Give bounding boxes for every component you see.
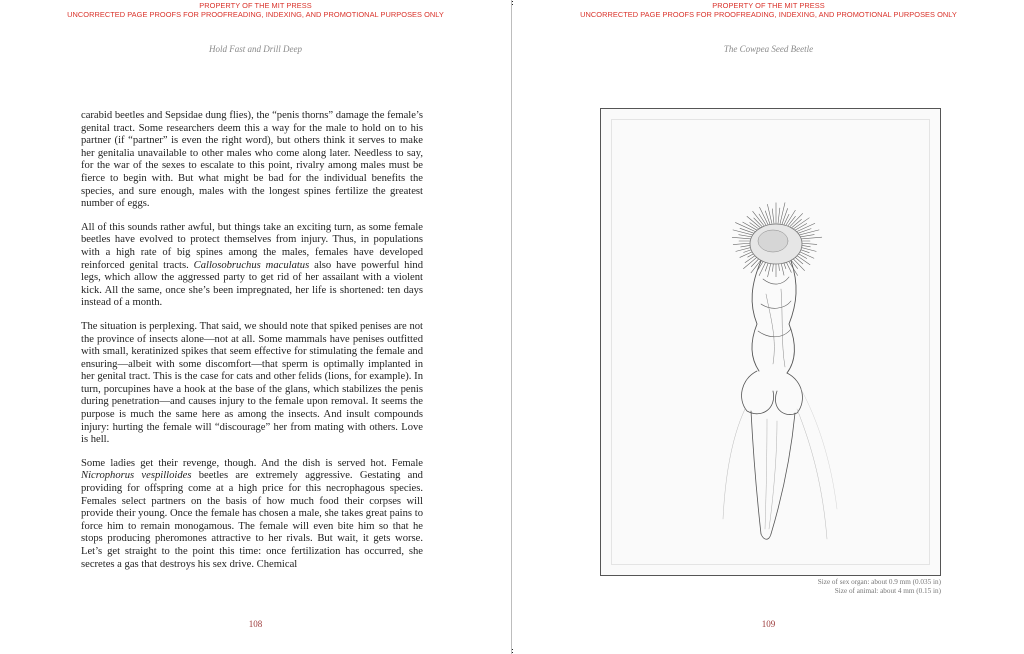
species-name: Callosobruchus maculatus <box>193 259 310 271</box>
paragraph <box>81 458 423 571</box>
running-head: The Cowpea Seed Beetle <box>723 44 814 54</box>
beetle-genitalia-drawing-icon <box>601 109 940 575</box>
paragraph <box>81 110 423 211</box>
proof-notice-line1: PROPERTY OF THE MIT PRESS <box>199 1 312 10</box>
paragraph-text: carabid beetles and Sepsidae dung flies), the “penis thorns” damage the female’s genital tract. Some researchers deem this a way for the male to hold on to his partner (if “partner” is even the right word), but others think it serves to make her genitalia unavailable to other males who come along later. Needless to say, for the war of the sexes to escalate to this point, rivalry among males must be fierce to begin with. But what might be bad for the individual benefits the species, and sure enough, males with the longest spines fertilize the greatest number of eggs. <box>81 110 423 210</box>
proof-notice <box>513 1 1024 19</box>
spine-stroke <box>767 204 772 226</box>
paragraph <box>81 321 423 447</box>
spine-stroke <box>772 209 774 224</box>
proof-notice-line1: PROPERTY OF THE MIT PRESS <box>712 1 825 10</box>
illustration-plate <box>600 108 941 576</box>
proof-notice <box>0 1 511 19</box>
body-text <box>81 110 423 582</box>
running-head: Hold Fast and Drill Deep <box>209 44 302 54</box>
spine-stroke <box>780 203 785 225</box>
caption-line1: Size of sex organ: about 0.9 mm (0.035 in) <box>817 578 941 586</box>
page-number: 109 <box>761 619 776 629</box>
paragraph-text: The situation is perplexing. That said, we should note that spiked penises are not the province of insects alone—not at all. Some mammals have penises outfitted with small, keratinized spikes that seem effective for stimulating the female and ensuring—albeit with some discomfort—that sperm is optimally implanted in her genital tract. This is the case for cats and other felids (lions, for example). In turn, porcupines have a hook at the base of the glans, which stabilizes the penis during penetration—and causes injury to the female upon removal. It seems the purpose is much the same here as among the insects. And insult compounds injury: hurting the female will “discourage” her from mating with others. Love is hell. <box>81 320 423 446</box>
page-number: 108 <box>248 619 263 629</box>
paragraph-text: All of this sounds rather awful, but things take an exciting turn, as some female beetles have evolved to protect themselves from injury. Thus, in populations with a high rate of big spines among the males, females have developed reinforced genital tracts. <box>81 221 423 271</box>
figure-caption <box>700 578 941 596</box>
paragraph-text: beetles are extremely aggressive. Gestating and providing for offspring come at a high price for this necrophagous species. Females select partners on the basis of how much food their corpses will provide their young. Once the female has chosen a male, she takes great pains to force him to remain monogamous. The female will even bite him so that he stops producing pheromones attractive to her rivals. But wait, it gets worse. Let’s get straight to the point this time: once fertilization has occurred, she secretes a gas that destroys his sex drive. Chemical <box>81 470 423 570</box>
gutter-divider <box>511 0 512 654</box>
caption-line2: Size of animal: about 4 mm (0.15 in) <box>834 587 941 595</box>
species-name: Nicrophorus vespilloides <box>81 470 192 482</box>
paragraph-text: also have powerful hind legs, which allow the aggressed party to get rid of her assailant with a violent kick. All the same, once she’s been impregnated, her life is shortened: ten days instead of a month. <box>81 259 423 309</box>
spine-stroke <box>778 208 780 226</box>
left-page <box>0 0 511 654</box>
paragraph-text: Some ladies get their revenge, though. And the dish is served hot. Female <box>81 457 423 469</box>
paragraph <box>81 222 423 310</box>
proof-notice-line2: UNCORRECTED PAGE PROOFS FOR PROOFREADING, INDEXING, AND PROMOTIONAL PURPOSES ONLY <box>580 10 957 19</box>
proof-notice-line2: UNCORRECTED PAGE PROOFS FOR PROOFREADING, INDEXING, AND PROMOTIONAL PURPOSES ONLY <box>67 10 444 19</box>
